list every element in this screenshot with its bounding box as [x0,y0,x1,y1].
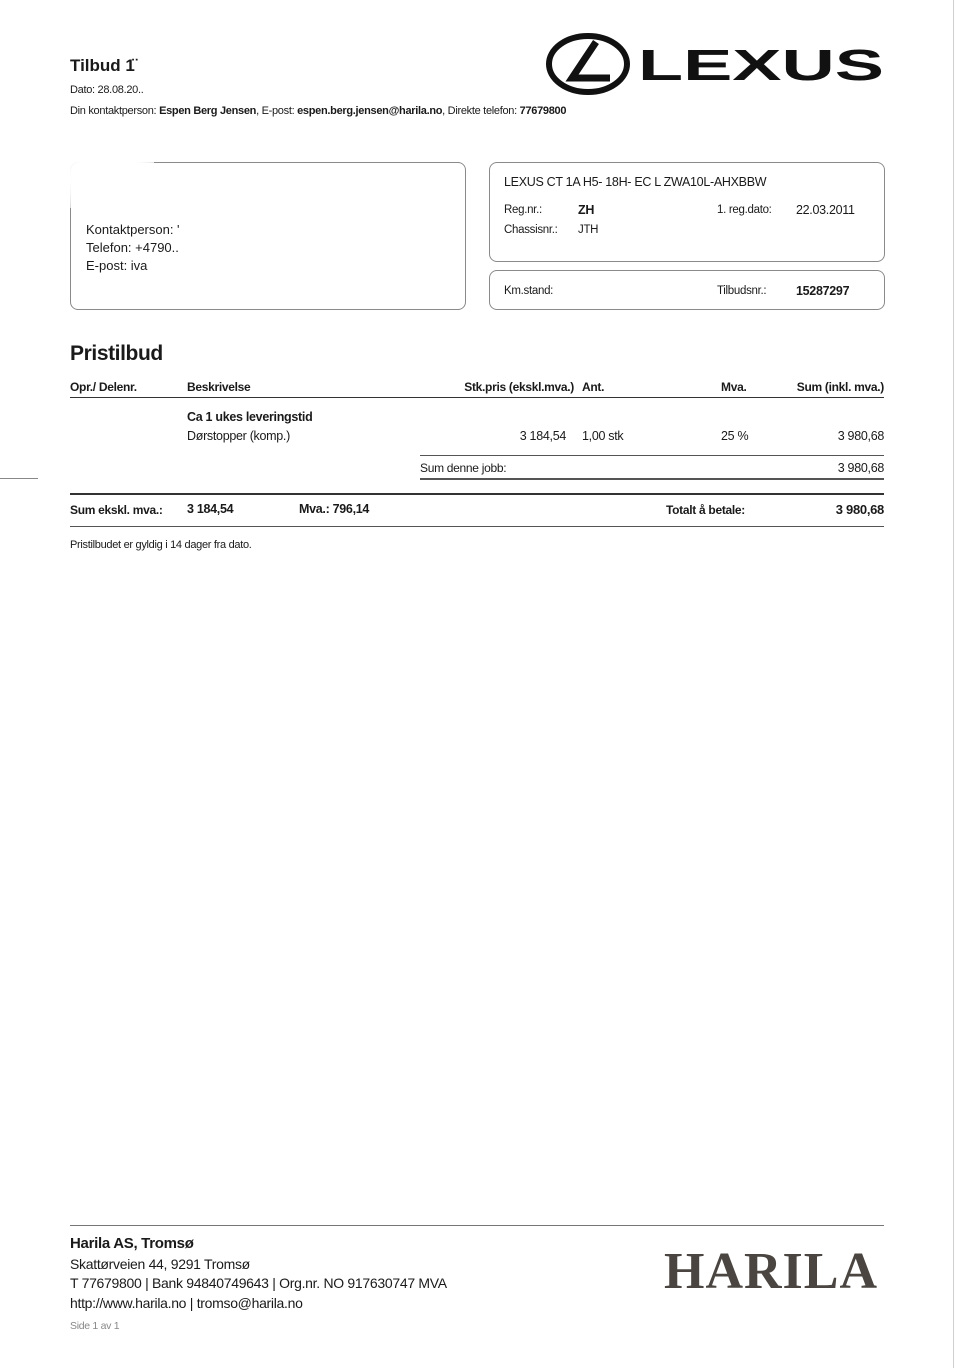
sum-job-label: Sum denne jobb: [420,461,507,475]
contact-line [70,105,566,117]
sum-job-underline [420,478,884,480]
footer-contact: T 77679800 | Bank 94840749643 | Org.nr. NO 917630747 MVA [70,1275,447,1291]
contact-prefix: Din kontaktperson: [70,105,160,117]
chassis-label: Chassisnr.: [504,224,558,236]
lexus-logo [546,32,886,96]
chassis-value: JTH [578,224,599,236]
regdato-value: 22.03.2011 [796,203,855,217]
totals-top-divider [70,493,884,495]
header-divider [70,397,884,398]
redaction [64,150,154,208]
document-title: Tilbud 1̈ [70,56,135,75]
job-heading: Ca 1 ukes leveringstid [187,410,313,424]
footer-company: Harila AS, Tromsø [70,1235,194,1252]
document-date: Dato: 28.08.20.. [70,84,144,96]
footer-web: http://www.harila.no | tromso@harila.no [70,1295,303,1311]
km-label: Km.stand: [504,285,554,297]
scan-edge [953,0,954,1368]
regnr-value: ZH [578,203,595,217]
sum-eks-label: Sum ekskl. mva.: [70,503,163,517]
col-opr: Opr./ Delenr. [70,380,137,394]
section-title: Pristilbud [70,342,163,365]
harila-logo: HARILA [664,1243,879,1300]
col-sum: Sum (inkl. mva.) [796,380,884,394]
totals-bottom-divider [70,526,884,527]
tilbudsnr-value: 15287297 [796,284,850,298]
col-stkpris: Stk.pris (ekskl.mva.) [464,380,574,394]
customer-phone: Telefon: +4790.. [86,240,179,255]
contact-phone-prefix: , Direkte telefon: [442,105,520,117]
vehicle-model: LEXUS CT 1A H5- 18H- EC L ZWA10L-AHXBBW [504,175,767,189]
contact-email: espen.berg.jensen@harila.no [297,105,443,117]
row-beskrivelse: Dørstopper (komp.) [187,429,290,443]
footer-divider [70,1225,884,1226]
row-ant: 1,00 stk [582,429,624,443]
validity-note: Pristilbudet er gyldig i 14 dager fra dato. [70,539,252,551]
contact-mid: , E-post: [256,105,298,117]
contact-name: Espen Berg Jensen [159,105,257,117]
contact-phone: 77679800 [519,105,567,117]
row-stkpris: 3 184,54 [519,429,566,443]
row-mva: 25 % [721,429,749,443]
page-number: Side 1 av 1 [70,1320,120,1332]
sum-job-divider [420,455,884,456]
tilbudsnr-label: Tilbudsnr.: [717,285,767,297]
regnr-label: Reg.nr.: [504,204,542,216]
customer-email: E-post: iva [86,258,148,273]
totalt-label: Totalt å betale: [666,503,745,517]
sum-job-value: 3 980,68 [837,461,884,475]
regdato-label: 1. reg.dato: [717,204,772,216]
row-sum: 3 980,68 [837,429,884,443]
totalt-value: 3 980,68 [835,502,884,517]
footer-address: Skattørveien 44, 9291 Tromsø [70,1256,250,1272]
customer-contact: Kontaktperson: ' [86,222,180,237]
scan-edge-mark [0,478,38,479]
mva-total: Mva.: 796,14 [299,502,370,516]
col-ant: Ant. [582,380,605,394]
sum-eks-value: 3 184,54 [187,502,234,516]
lexus-logo-text: LEXUS [638,41,884,90]
col-beskrivelse: Beskrivelse [187,380,251,394]
col-mva: Mva. [721,380,747,394]
